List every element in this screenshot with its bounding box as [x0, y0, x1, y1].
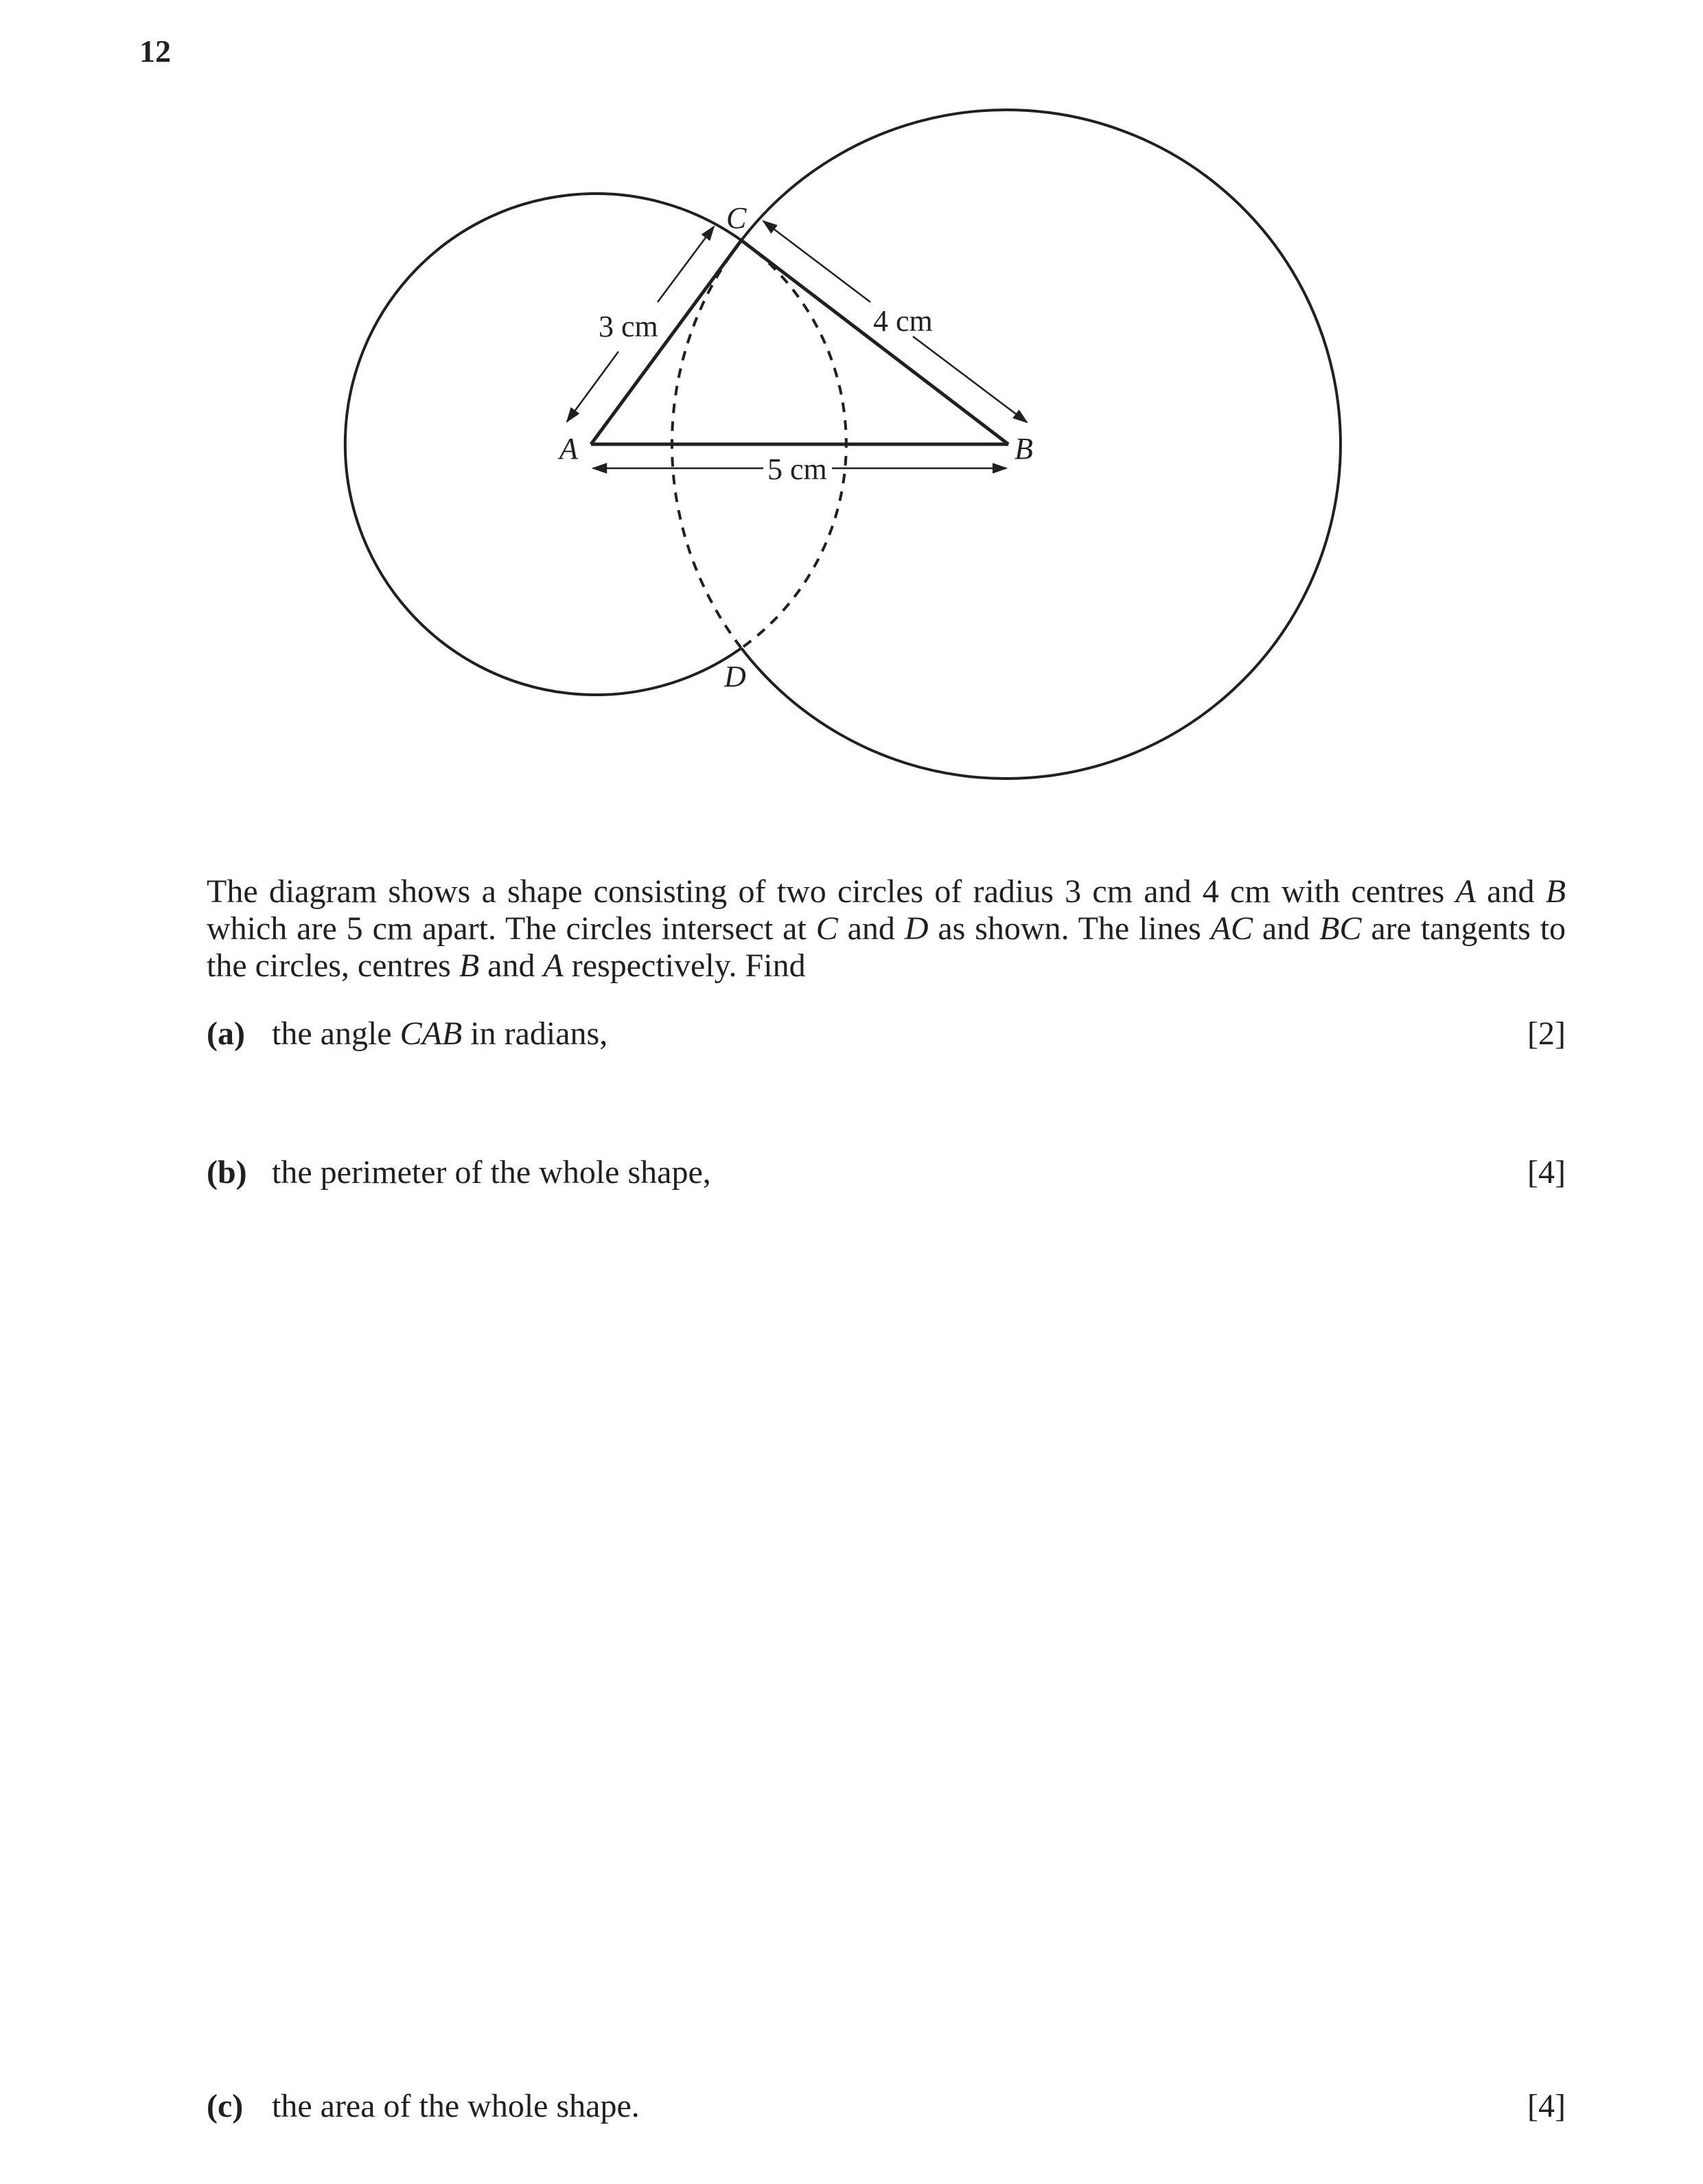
label-dim-ac: 3 cm — [599, 310, 658, 343]
part-letter: (a) — [207, 1015, 245, 1052]
two-circles-diagram — [0, 0, 1703, 824]
part-letter: (b) — [207, 1154, 247, 1191]
label-point-d: D — [724, 660, 746, 693]
dim-arrow-ac-lower — [567, 352, 618, 422]
part-text: the angle CAB in radians, — [272, 1015, 608, 1052]
line-bc — [741, 240, 1008, 444]
question-part-b — [207, 1153, 1566, 1195]
part-text: the perimeter of the whole shape, — [272, 1154, 711, 1191]
question-part-c — [207, 2087, 1566, 2128]
page-number: 12 — [139, 34, 171, 69]
part-marks: [2] — [1527, 1015, 1566, 1052]
question-intro: The diagram shows a shape consisting of two circles of radius 3 cm and 4 cm with centres A and B which are 5 cm apart. The circles intersect at C and D as shown. The lines AC and BC are tangents to the circles, centres B and A respectively. Find — [207, 873, 1566, 984]
label-dim-bc: 4 cm — [873, 304, 933, 338]
part-marks: [4] — [1527, 2088, 1566, 2124]
label-point-c: C — [726, 201, 747, 235]
question-part-a — [207, 1015, 1566, 1056]
dim-arrow-bc-lower — [913, 336, 1027, 422]
part-marks: [4] — [1527, 1154, 1566, 1191]
part-text: the area of the whole shape. — [272, 2088, 640, 2124]
label-point-a: A — [559, 432, 578, 465]
part-letter: (c) — [207, 2088, 244, 2124]
label-point-b: B — [1015, 432, 1033, 465]
dim-arrow-bc-upper — [763, 221, 870, 302]
label-dim-ab: 5 cm — [767, 452, 827, 486]
